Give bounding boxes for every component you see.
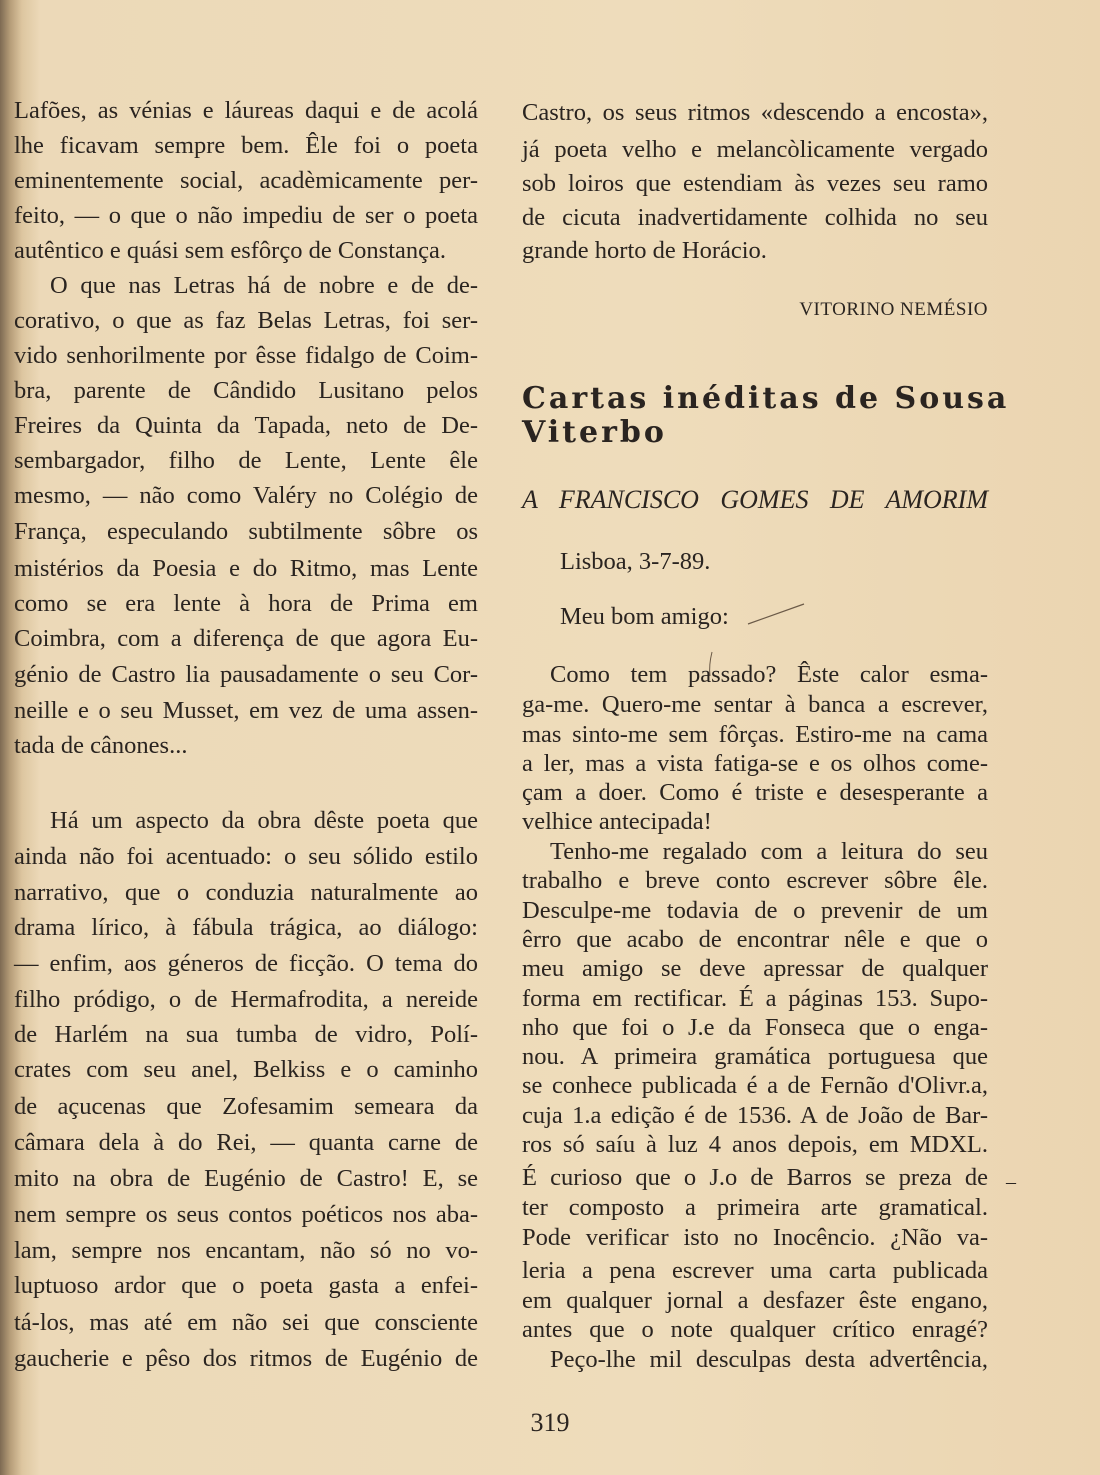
text-line: Tenho-me regalado com a leitura do seu <box>550 838 988 865</box>
text-line: autêntico e quási sem esfôrço de Constança. <box>14 237 447 264</box>
text-line: narrativo, que o conduzia naturalmente ao <box>14 879 478 906</box>
text-line: Há um aspecto da obra dêste poeta que <box>50 807 478 834</box>
text-line: nho que foi o J.e da Fonseca que o enga- <box>522 1014 988 1041</box>
section-title: Viterbo <box>522 415 667 450</box>
text-line: de Harlém na sua tumba de vidro, Polí- <box>14 1021 478 1048</box>
text-line: meu amigo se deve apressar de qualquer <box>522 955 988 982</box>
text-line: neille e o seu Musset, em vez de uma assen- <box>14 697 478 724</box>
text-line: já poeta velho e melancòlicamente vergado <box>522 136 988 163</box>
text-line: a ler, mas a vista fatiga-se e os olhos come- <box>522 750 988 777</box>
text-line: nou. A primeira gramática portuguesa que <box>522 1043 988 1070</box>
text-line: — enfim, aos géneros de ficção. O tema do <box>14 950 478 977</box>
text-line: forma em rectificar. É a páginas 153. Supo- <box>522 985 988 1012</box>
text-line: Coimbra, com a diferença de que agora Eu- <box>14 625 478 652</box>
text-line: câmara dela à do Rei, — quanta carne de <box>14 1129 478 1156</box>
text-line: velhice antecipada! <box>522 808 712 835</box>
letter-salutation: Meu bom amigo: <box>560 603 729 630</box>
text-line: tá-los, mas até em não sei que consciente <box>14 1309 478 1336</box>
text-line: Castro, os seus ritmos «descendo a encosta», <box>522 99 988 126</box>
text-line: crates com seu anel, Belkiss e o caminho <box>14 1056 478 1083</box>
text-line: em qualquer jornal a desfazer êste engano, <box>522 1287 988 1314</box>
text-line: ga-me. Quero-me sentar à banca a escrever, <box>522 691 988 718</box>
page-number: 319 <box>530 1408 570 1437</box>
text-line: cuja 1.a edição é de 1536. A de João de Bar- <box>522 1102 988 1129</box>
text-line: antes que o note qualquer crítico enragé? <box>522 1316 988 1343</box>
text-line: Peço-lhe mil desculpas desta advertência, <box>550 1346 988 1373</box>
text-line: O que nas Letras há de nobre e de de- <box>50 272 478 299</box>
text-line: feito, — o que o não impediu de ser o poeta <box>14 202 478 229</box>
text-line: bra, parente de Cândido Lusitano pelos <box>14 377 478 404</box>
text-line: lam, sempre nos encantam, não só no vo- <box>14 1237 478 1264</box>
ink-stroke-mark <box>700 590 810 680</box>
text-line: ros só saíu à luz 4 anos depois, em MDXL. <box>522 1131 988 1158</box>
text-line: drama lírico, à fábula trágica, ao diálogo: <box>14 914 478 941</box>
text-line: Desculpe-me todavia de o prevenir de um <box>522 897 988 924</box>
text-line: mas sinto-me sem fôrças. Estiro-me na cama <box>522 721 988 748</box>
text-line: génio de Castro lia pausadamente o seu Cor- <box>14 661 478 688</box>
text-line: se conhece publicada é a de Fernão d'Olivr.a, <box>522 1072 988 1099</box>
text-line: nem sempre os seus contos poéticos nos aba- <box>14 1201 478 1228</box>
letter-date: Lisboa, 3-7-89. <box>560 548 711 575</box>
text-line: É curioso que o J.o de Barros se preza de <box>522 1164 988 1191</box>
text-line: vido senhorilmente por êsse fidalgo de Coim- <box>14 342 478 369</box>
text-line: gaucherie e pêso dos ritmos de Eugénio de <box>14 1345 478 1372</box>
text-line: mito na obra de Eugénio de Castro! E, se <box>14 1165 478 1192</box>
text-line: de cicuta inadvertidamente colhida no seu <box>522 204 988 231</box>
text-line: França, especulando subtilmente sôbre os <box>14 518 478 545</box>
text-line: filho pródigo, o de Hermafrodita, a nereide <box>14 986 478 1013</box>
text-line: Freires da Quinta da Tapada, neto de De- <box>14 412 478 439</box>
margin-mark: – <box>1006 1171 1016 1193</box>
text-line: como se era lente à hora de Prima em <box>14 590 478 617</box>
section-title: Cartas inéditas de Sousa <box>522 381 1010 416</box>
text-line: trabalho e breve conto escrever sôbre êle. <box>522 867 988 894</box>
text-line: mesmo, — não como Valéry no Colégio de <box>14 482 478 509</box>
text-line: ainda não foi acentuado: o seu sólido estilo <box>14 843 478 870</box>
text-line: Como tem passado? Êste calor esma- <box>550 661 988 688</box>
text-line: mistérios da Poesia e do Ritmo, mas Lente <box>14 555 478 582</box>
text-line: sembargador, filho de Lente, Lente êle <box>14 447 478 474</box>
text-line: lhe ficavam sempre bem. Êle foi o poeta <box>14 132 478 159</box>
author-signature: VITORINO NEMÉSIO <box>799 299 988 320</box>
text-line: sob loiros que estendiam às vezes seu ramo <box>522 170 988 197</box>
text-line: de açucenas que Zofesamim semeara da <box>14 1093 478 1120</box>
text-line: ter composto a primeira arte gramatical. <box>522 1194 988 1221</box>
text-line: luptuoso ardor que o poeta gasta a enfei- <box>14 1272 478 1299</box>
text-line: leria a pena escrever uma carta publicada <box>522 1257 988 1284</box>
text-line: grande horto de Horácio. <box>522 237 767 264</box>
text-line: êrro que acabo de encontrar nêle e que o <box>522 926 988 953</box>
text-line: eminentemente social, acadèmicamente per- <box>14 167 478 194</box>
text-line: corativo, o que as faz Belas Letras, foi ser- <box>14 307 478 334</box>
text-line: Lafões, as vénias e láureas daqui e de acolá <box>14 97 478 124</box>
text-line: Pode verificar isto no Inocêncio. ¿Não va- <box>522 1224 988 1251</box>
text-line: çam a doer. Como é triste e desesperante a <box>522 779 988 806</box>
text-line: tada de cânones... <box>14 732 188 759</box>
letter-addressee: A FRANCISCO GOMES DE AMORIM <box>522 485 988 514</box>
